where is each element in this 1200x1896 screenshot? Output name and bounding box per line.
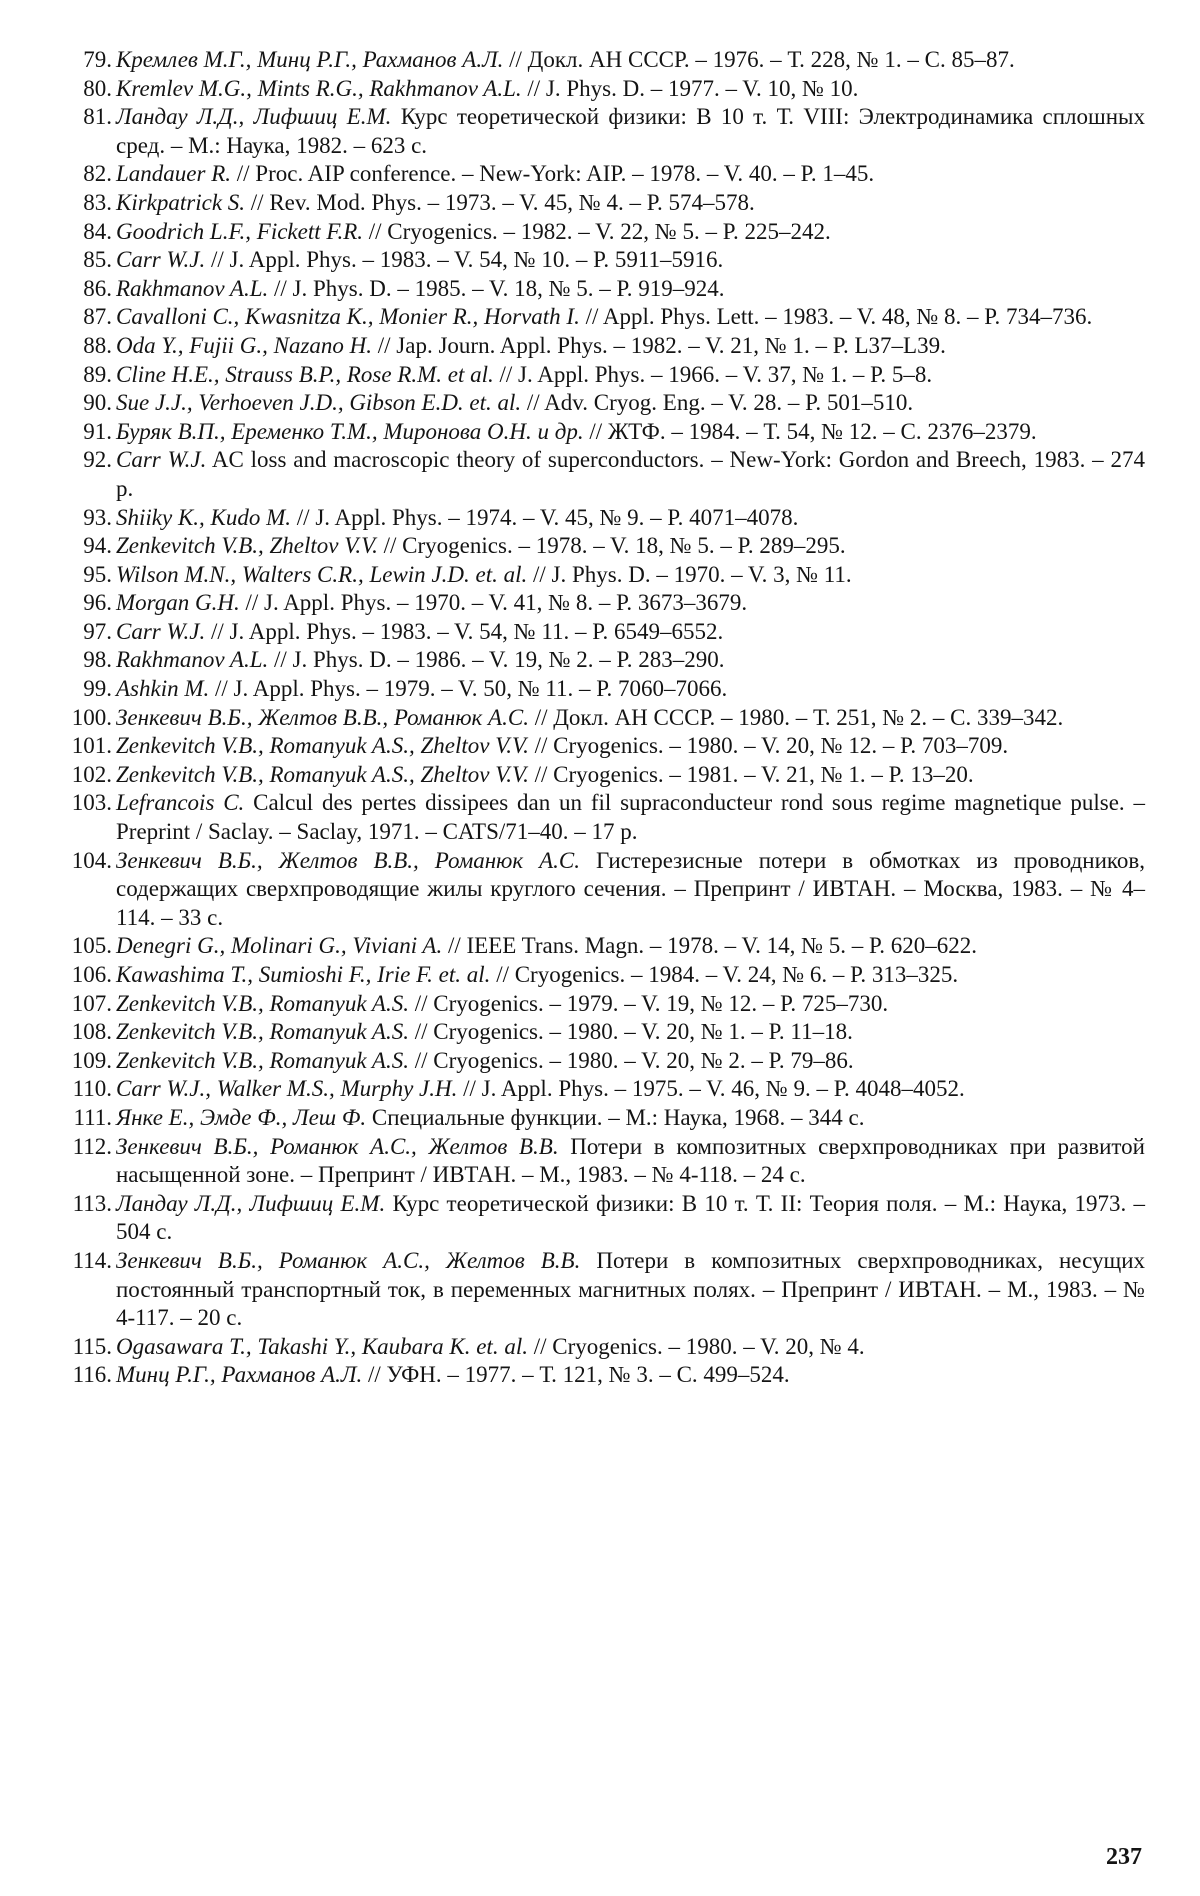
reference-source: // J. Appl. Phys. – 1983. – V. 54, № 11. – P. 6549–6552. [205, 618, 724, 644]
reference-number: 89. [83, 361, 112, 387]
reference-text [116, 1047, 1145, 1076]
reference-text [116, 103, 1145, 160]
reference-entry [60, 160, 1145, 189]
reference-source: // Cryogenics. – 1980. – V. 20, № 4. [527, 1333, 865, 1359]
reference-number: 107. [71, 990, 112, 1016]
reference-text [116, 704, 1145, 733]
reference-source: // Докл. АН СССР. – 1980. – Т. 251, № 2. – С. 339–342. [528, 704, 1064, 730]
reference-authors: Ландау Л.Д., Лифшиц Е.М. [116, 104, 392, 130]
reference-number: 109. [71, 1047, 112, 1073]
reference-authors: Denegri G., Molinari G., Viviani A. [116, 933, 443, 959]
reference-entry [60, 732, 1145, 761]
reference-source: // J. Appl. Phys. – 1966. – V. 37, № 1. – P. 5–8. [493, 361, 933, 387]
reference-entry [60, 446, 1145, 503]
reference-text [116, 618, 1145, 647]
reference-text [116, 1133, 1145, 1190]
reference-number: 82. [83, 161, 112, 187]
reference-entry [60, 646, 1145, 675]
reference-authors: Morgan G.H. [116, 590, 240, 616]
reference-source: // Cryogenics. – 1980. – V. 20, № 2. – P. 79–86. [408, 1047, 854, 1073]
reference-entry [60, 75, 1145, 104]
reference-entry [60, 504, 1145, 533]
reference-entry [60, 1133, 1145, 1190]
reference-number: 88. [83, 332, 112, 358]
reference-source: // J. Appl. Phys. – 1970. – V. 41, № 8. – P. 3673–3679. [239, 590, 748, 616]
reference-entry [60, 1190, 1145, 1247]
reference-text [116, 189, 1145, 218]
reference-entry [60, 761, 1145, 790]
reference-text [116, 418, 1145, 447]
reference-number: 98. [83, 647, 112, 673]
reference-number: 87. [83, 304, 112, 330]
reference-number: 96. [83, 590, 112, 616]
reference-entry [60, 46, 1145, 75]
reference-number: 105. [71, 933, 112, 959]
reference-source: // J. Phys. D. – 1977. – V. 10, № 10. [521, 75, 859, 101]
reference-text [116, 990, 1145, 1019]
reference-number: 97. [83, 618, 112, 644]
reference-number: 115. [72, 1333, 112, 1359]
reference-source: Calcul des pertes dissipees dan un fil supraconducteur rond sous regime magnetique pulse. – Preprint / Saclay. – Saclay, 1971. – CATS/71–40. – 17 p. [116, 790, 1145, 845]
reference-source: // J. Appl. Phys. – 1975. – V. 46, № 9. – P. 4048–4052. [457, 1076, 965, 1102]
reference-number: 99. [83, 676, 112, 702]
reference-source: // Cryogenics. – 1978. – V. 18, № 5. – P. 289–295. [377, 533, 846, 559]
reference-text [116, 218, 1145, 247]
reference-source: AC loss and macroscopic theory of superconductors. – New-York: Gordon and Breech, 1983. – 274 p. [116, 447, 1146, 501]
reference-text [116, 1333, 1145, 1362]
reference-entry [60, 589, 1145, 618]
reference-authors: Зенкевич В.Б., Романюк А.С., Желтов В.В. [116, 1133, 559, 1159]
reference-number: 113. [72, 1190, 112, 1216]
reference-text [116, 446, 1145, 503]
reference-text [116, 389, 1145, 418]
reference-text [116, 1361, 1145, 1390]
reference-text [116, 932, 1145, 961]
reference-authors: Wilson M.N., Walters C.R., Lewin J.D. et. al. [116, 561, 528, 587]
reference-number: 103. [71, 790, 112, 816]
reference-source: // Proc. AIP conference. – New-York: AIP. – 1978. – V. 40. – P. 1–45. [231, 161, 875, 187]
reference-number: 90. [83, 390, 112, 416]
reference-source: Гистерезисные потери в обмотках из проводников, содержащих сверхпроводящие жилы круглого сечения. – Препринт / ИВТАН. – Москва, 1983. – № 4–114. – 33 с. [116, 847, 1146, 930]
reference-text [116, 761, 1145, 790]
reference-source: Курс теоретической физики: В 10 т. Т. VIII: Электродинамика сплошных сред. – М.: Наука, 1982. – 623 с. [116, 104, 1145, 158]
reference-entry [60, 561, 1145, 590]
reference-source: Потери в композитных сверхпроводниках при развитой насыщенной зоне. – Препринт / ИВТАН. – М., 1983. – № 4-118. – 24 с. [116, 1133, 1145, 1188]
reference-text [116, 361, 1145, 390]
reference-entry [60, 1075, 1145, 1104]
reference-number: 84. [83, 218, 112, 244]
reference-source: // J. Phys. D. – 1985. – V. 18, № 5. – P. 919–924. [268, 275, 725, 301]
reference-source: // Cryogenics. – 1980. – V. 20, № 1. – P. 11–18. [408, 1019, 853, 1045]
reference-source: // J. Appl. Phys. – 1974. – V. 45, № 9. – P. 4071–4078. [291, 504, 799, 530]
reference-authors: Landauer R. [116, 161, 231, 187]
reference-number: 110. [72, 1076, 112, 1102]
reference-authors: Ashkin M. [116, 676, 210, 702]
reference-source: Курс теоретической физики: В 10 т. Т. II: Теория поля. – М.: Наука, 1973. – 504 с. [116, 1190, 1145, 1245]
reference-number: 94. [83, 533, 112, 559]
reference-authors: Zenkevitch V.B., Romanyuk A.S. [116, 990, 409, 1016]
reference-text [116, 561, 1145, 590]
reference-entry [60, 1247, 1145, 1333]
reference-entry [60, 618, 1145, 647]
reference-entry [60, 704, 1145, 733]
reference-text [116, 246, 1145, 275]
reference-entry [60, 361, 1145, 390]
reference-entry [60, 1361, 1145, 1390]
reference-number: 93. [83, 504, 112, 530]
reference-number: 116. [72, 1362, 112, 1388]
reference-text [116, 1075, 1145, 1104]
reference-source: // J. Appl. Phys. – 1983. – V. 54, № 10. – P. 5911–5916. [205, 247, 724, 273]
reference-source: // Rev. Mod. Phys. – 1973. – V. 45, № 4. – P. 574–578. [245, 189, 755, 215]
reference-authors: Carr W.J. [116, 247, 206, 273]
reference-number: 111. [73, 1104, 112, 1130]
reference-entry [60, 418, 1145, 447]
reference-number: 92. [83, 447, 112, 473]
reference-text [116, 46, 1145, 75]
reference-authors: Ogasawara T., Takashi Y., Kaubara K. et. al. [116, 1333, 528, 1359]
reference-authors: Kirkpatrick S. [116, 189, 246, 215]
reference-number: 81. [83, 104, 112, 130]
reference-authors: Cavalloni C., Kwasnitza K., Monier R., Horvath I. [116, 304, 580, 330]
reference-number: 79. [83, 47, 112, 72]
reference-authors: Zenkevitch V.B., Romanyuk A.S., Zheltov V.V. [116, 733, 529, 759]
reference-authors: Zenkevitch V.B., Zheltov V.V. [116, 533, 378, 559]
reference-entry [60, 218, 1145, 247]
reference-number: 101. [71, 733, 112, 759]
reference-text [116, 1247, 1145, 1333]
reference-text [116, 1190, 1145, 1247]
reference-number: 100. [71, 704, 112, 730]
reference-text [116, 1018, 1145, 1047]
reference-source: Потери в композитных сверхпроводниках, несущих постоянный транспортный ток, в переменных магнитных полях. – Препринт / ИВТАН. – М., 1983. – № 4-117. – 20 с. [116, 1247, 1145, 1331]
reference-number: 80. [83, 75, 112, 101]
reference-authors: Kawashima T., Sumioshi F., Irie F. et. al. [116, 962, 491, 987]
reference-authors: Rakhmanov A.L. [116, 275, 269, 301]
reference-authors: Минц Р.Г., Рахманов А.Л. [116, 1362, 363, 1388]
reference-source: // Cryogenics. – 1982. – V. 22, № 5. – P. 225–242. [363, 218, 831, 244]
reference-number: 85. [83, 247, 112, 273]
reference-text [116, 303, 1145, 332]
reference-authors: Зенкевич В.Б., Желтов В.В., Романюк А.С. [116, 847, 581, 873]
reference-text [116, 675, 1145, 704]
reference-source: // Cryogenics. – 1980. – V. 20, № 12. – P. 703–709. [528, 733, 1009, 759]
reference-source: // Jap. Journ. Appl. Phys. – 1982. – V. 21, № 1. – P. L37–L39. [372, 332, 946, 358]
reference-entry [60, 332, 1145, 361]
reference-number: 95. [83, 561, 112, 587]
reference-authors: Carr W.J. [116, 618, 206, 644]
reference-entry [60, 532, 1145, 561]
reference-source: // Cryogenics. – 1984. – V. 24, № 6. – P. 313–325. [490, 962, 959, 987]
reference-number: 108. [71, 1019, 112, 1045]
reference-source: // J. Appl. Phys. – 1979. – V. 50, № 11. – P. 7060–7066. [209, 676, 728, 702]
reference-text [116, 504, 1145, 533]
reference-text [116, 1104, 1145, 1133]
reference-entry [60, 389, 1145, 418]
reference-source: // ЖТФ. – 1984. – Т. 54, № 12. – С. 2376–2379. [583, 418, 1037, 444]
reference-entry [60, 103, 1145, 160]
reference-entry [60, 675, 1145, 704]
reference-number: 104. [71, 847, 112, 873]
reference-authors: Зенкевич В.Б., Желтов В.В., Романюк А.С. [116, 704, 529, 730]
reference-entry [60, 961, 1145, 990]
reference-text [116, 332, 1145, 361]
reference-entry [60, 275, 1145, 304]
reference-entry [60, 246, 1145, 275]
reference-source: Специальные функции. – М.: Наука, 1968. – 344 с. [366, 1104, 865, 1130]
reference-authors: Goodrich L.F., Fickett F.R. [116, 218, 364, 244]
reference-number: 106. [71, 962, 112, 987]
reference-text [116, 961, 1145, 990]
reference-authors: Zenkevitch V.B., Romanyuk A.S. [116, 1019, 409, 1045]
reference-source: // Adv. Cryog. Eng. – V. 28. – P. 501–510. [521, 390, 914, 416]
reference-entry [60, 990, 1145, 1019]
reference-number: 86. [83, 275, 112, 301]
reference-number: 83. [83, 189, 112, 215]
reference-source: // J. Phys. D. – 1986. – V. 19, № 2. – P. 283–290. [268, 647, 725, 673]
reference-source: // IEEE Trans. Magn. – 1978. – V. 14, № 5. – P. 620–622. [442, 933, 978, 959]
reference-text [116, 847, 1145, 933]
reference-authors: Shiiky K., Kudo M. [116, 504, 292, 530]
reference-text [116, 532, 1145, 561]
reference-authors: Зенкевич В.Б., Романюк А.С., Желтов В.В. [116, 1247, 581, 1273]
reference-source: // Appl. Phys. Lett. – 1983. – V. 48, № 8. – P. 734–736. [579, 304, 1093, 330]
reference-authors: Rakhmanov A.L. [116, 647, 269, 673]
reference-source: // Докл. АН СССР. – 1976. – Т. 228, № 1. – С. 85–87. [503, 47, 1015, 72]
reference-text [116, 646, 1145, 675]
reference-authors: Carr W.J. [116, 447, 207, 473]
reference-entry [60, 1047, 1145, 1076]
reference-authors: Ландау Л.Д., Лифшиц Е.М. [116, 1190, 386, 1216]
reference-number: 91. [83, 418, 112, 444]
reference-authors: Kremlev M.G., Mints R.G., Rakhmanov A.L. [116, 75, 522, 101]
reference-source: // УФН. – 1977. – Т. 121, № 3. – С. 499–524. [362, 1362, 790, 1388]
reference-source: // Cryogenics. – 1979. – V. 19, № 12. – P. 725–730. [408, 990, 889, 1016]
reference-entry [60, 847, 1145, 933]
reference-authors: Zenkevitch V.B., Romanyuk A.S., Zheltov V.V. [116, 761, 529, 787]
reference-number: 114. [72, 1247, 112, 1273]
reference-authors: Sue J.J., Verhoeven J.D., Gibson E.D. et. al. [116, 390, 522, 416]
reference-number: 112. [72, 1133, 112, 1159]
reference-source: // J. Phys. D. – 1970. – V. 3, № 11. [527, 561, 852, 587]
reference-list [60, 46, 1145, 1390]
reference-authors: Zenkevitch V.B., Romanyuk A.S. [116, 1047, 409, 1073]
reference-authors: Кремлев М.Г., Минц Р.Г., Рахманов А.Л. [116, 47, 504, 72]
reference-text [116, 589, 1145, 618]
reference-entry [60, 1333, 1145, 1362]
reference-text [116, 160, 1145, 189]
reference-authors: Carr W.J., Walker M.S., Murphy J.H. [116, 1076, 458, 1102]
page-number: 237 [1106, 1844, 1142, 1870]
reference-entry [60, 789, 1145, 846]
reference-text [116, 75, 1145, 104]
reference-number: 102. [71, 761, 112, 787]
reference-authors: Cline H.E., Strauss B.P., Rose R.M. et al. [116, 361, 494, 387]
reference-entry [60, 1018, 1145, 1047]
reference-authors: Буряк В.П., Еременко Т.М., Миронова О.Н. и др. [116, 418, 584, 444]
reference-authors: Oda Y., Fujii G., Nazano H. [116, 332, 373, 358]
reference-entry [60, 932, 1145, 961]
reference-entry [60, 1104, 1145, 1133]
reference-entry [60, 189, 1145, 218]
reference-entry [60, 303, 1145, 332]
reference-source: // Cryogenics. – 1981. – V. 21, № 1. – P. 13–20. [528, 761, 974, 787]
reference-text [116, 789, 1145, 846]
reference-authors: Lefrancois C. [116, 790, 245, 816]
reference-text [116, 275, 1145, 304]
reference-text [116, 732, 1145, 761]
reference-authors: Янке Е., Эмде Ф., Леш Ф. [116, 1104, 367, 1130]
